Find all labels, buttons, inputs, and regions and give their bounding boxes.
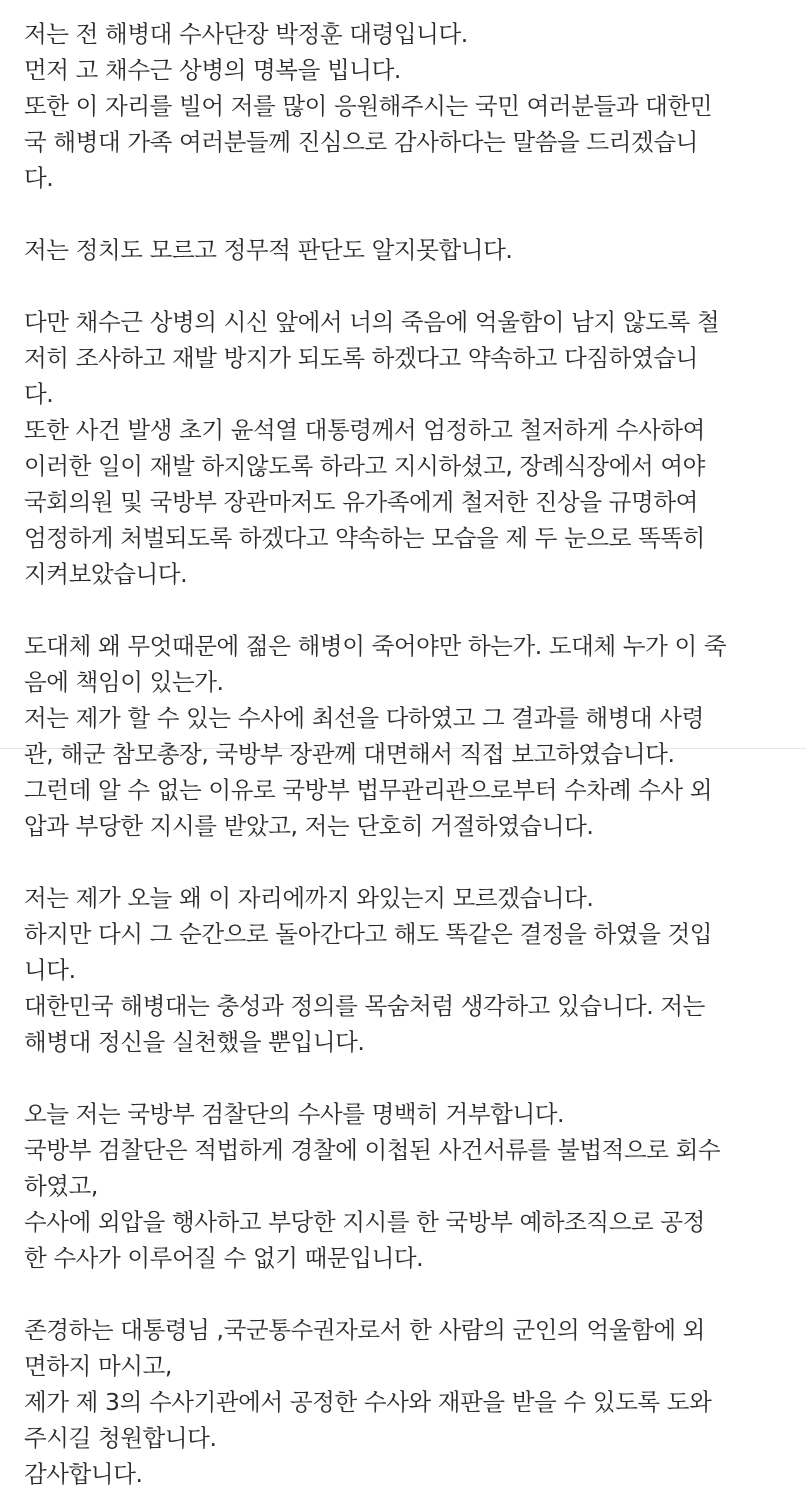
text-line: 저히 조사하고 재발 방지가 되도록 하겠다고 약속하고 다짐하였습니 — [24, 344, 698, 372]
paragraph-gap — [24, 592, 794, 628]
paragraph-petition — [24, 1312, 794, 1492]
text-line: 저는 정치도 모르고 정무적 판단도 알지못합니다. — [24, 236, 513, 264]
text-line: 이러한 일이 재발 하지않도록 하라고 지시하셨고, 장례식장에서 여야 — [24, 452, 705, 480]
text-line: 또한 사건 발생 초기 윤석열 대통령께서 엄정하고 철저하게 수사하여 — [24, 416, 705, 444]
paragraph-gap — [24, 1276, 794, 1312]
text-line: 수사에 외압을 행사하고 부당한 지시를 한 국방부 예하조직으로 공정 — [24, 1208, 705, 1236]
statement-document — [24, 16, 794, 1492]
text-line: 제가 제 3의 수사기관에서 공정한 수사와 재판을 받을 수 있도록 도와 — [24, 1388, 712, 1416]
text-line: 해병대 정신을 실천했을 뿐입니다. — [24, 1028, 365, 1056]
paragraph-greeting — [24, 16, 794, 196]
text-line: 주시길 청원합니다. — [24, 1424, 217, 1452]
paragraph-promise — [24, 304, 794, 592]
paragraph-investigation — [24, 628, 794, 844]
paragraph-gap — [24, 1060, 794, 1096]
text-line: 저는 제가 할 수 있는 수사에 최선을 다하였고 그 결과를 해병대 사령 — [24, 704, 704, 732]
text-line: 하였고, — [24, 1172, 98, 1200]
text-line: 다만 채수근 상병의 시신 앞에서 너의 죽음에 억울함이 남지 않도록 철 — [24, 308, 720, 336]
paragraph-gap — [24, 268, 794, 304]
paragraph-gap — [24, 844, 794, 880]
text-line: 감사합니다. — [24, 1460, 143, 1488]
text-line: 그런데 알 수 없는 이유로 국방부 법무관리관으로부터 수차례 수사 외 — [24, 776, 713, 804]
text-line: 국방부 검찰단은 적법하게 경찰에 이첩된 사건서류를 불법적으로 회수 — [24, 1136, 721, 1164]
text-line: 대한민국 해병대는 충성과 정의를 목숨처럼 생각하고 있습니다. 저는 — [24, 992, 705, 1020]
text-line: 국 해병대 가족 여러분들께 진심으로 감사하다는 말씀을 드리겠습니 — [24, 128, 698, 156]
paragraph-decision — [24, 880, 794, 1060]
text-line: 먼저 고 채수근 상병의 명복을 빕니다. — [24, 56, 401, 84]
text-line: 저는 제가 오늘 왜 이 자리에까지 와있는지 모르겠습니다. — [24, 884, 594, 912]
text-line: 면하지 마시고, — [24, 1352, 172, 1380]
text-line: 하지만 다시 그 순간으로 돌아간다고 해도 똑같은 결정을 하였을 것입 — [24, 920, 713, 948]
text-line: 음에 책임이 있는가. — [24, 668, 224, 696]
text-line: 또한 이 자리를 빌어 저를 많이 응원해주시는 국민 여러분들과 대한민 — [24, 92, 713, 120]
text-line: 압과 부당한 지시를 받았고, 저는 단호히 거절하였습니다. — [24, 812, 594, 840]
text-line: 한 수사가 이루어질 수 없기 때문입니다. — [24, 1244, 424, 1272]
text-line: 다. — [24, 380, 54, 408]
paragraph-gap — [24, 196, 794, 232]
text-line: 존경하는 대통령님 ,국군통수권자로서 한 사람의 군인의 억울함에 외 — [24, 1316, 705, 1344]
text-line: 엄정하게 처벌되도록 하겠다고 약속하는 모습을 제 두 눈으로 똑똑히 — [24, 524, 705, 552]
text-line: 오늘 저는 국방부 검찰단의 수사를 명백히 거부합니다. — [24, 1100, 565, 1128]
text-line: 저는 전 해병대 수사단장 박정훈 대령입니다. — [24, 20, 468, 48]
text-line: 다. — [24, 164, 54, 192]
text-line: 국회의원 및 국방부 장관마저도 유가족에게 철저한 진상을 규명하여 — [24, 488, 698, 516]
paragraph-refusal — [24, 1096, 794, 1276]
text-line: 니다. — [24, 956, 76, 984]
paragraph-politics — [24, 232, 794, 268]
text-line: 관, 해군 참모총장, 국방부 장관께 대면해서 직접 보고하였습니다. — [24, 740, 675, 768]
text-line: 도대체 왜 무엇때문에 젊은 해병이 죽어야만 하는가. 도대체 누가 이 죽 — [24, 632, 727, 660]
text-line: 지켜보았습니다. — [24, 560, 188, 588]
